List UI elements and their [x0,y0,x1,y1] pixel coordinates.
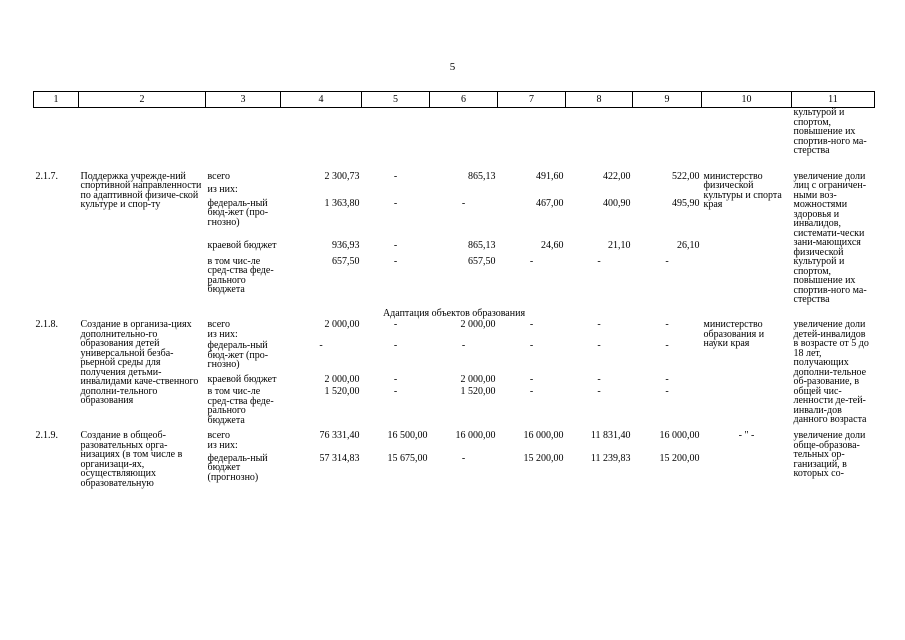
amount-cell: - [597,373,601,385]
amount-cell: 11 239,83 [590,452,631,464]
amount-cell: - [665,319,669,330]
amount-cell: - [597,319,601,330]
amount-cell: - [529,386,534,397]
amount-cell: 491,60 [536,170,564,182]
amount-cell: - [393,170,398,182]
amount-cell: - [665,255,669,267]
amount-cell: - [393,340,398,351]
amount-cell: - [393,255,398,267]
amount-cell: - [393,239,398,251]
funding-source: всего [207,319,231,330]
amount-cell: 657,50 [468,255,496,267]
amount-cell: 15 200,00 [659,452,700,464]
amount-cell: 16 000,00 [659,430,700,441]
amount-cell: - [461,197,466,209]
amount-cell: 2 000,00 [324,319,360,330]
column-header: 8 [566,92,633,108]
amount-cell: - [393,386,398,397]
column-header: 1 [34,92,79,108]
column-header: 10 [702,92,792,108]
amount-cell: 76 331,40 [319,430,360,441]
funding-source: в том чис-ле сред-ства феде-рального бюджета [207,386,274,426]
amount-cell: - [393,319,398,330]
amount-cell: 11 831,40 [590,430,631,441]
amount-cell: 57 314,83 [319,452,360,464]
amount-cell: - [393,197,398,209]
amount-cell: - [665,340,669,351]
activity-name: Создание в организа-циях дополнительно-го образования детей универсальной безба-рьерной среды для получения детьми-инвалидами каче-ственного дополни-тельного образования [80,319,199,406]
funding-source: федераль-ный бюджет (прогнозно) [207,452,268,483]
column-header: 6 [430,92,498,108]
result-cell: увеличение доли детей-инвалидов в возрасте от 5 до 18 лет, получающих дополни-тельное об-разование, в общей чис-ленности де-тей-инвали-дов данного возраста [793,319,869,425]
header-row [34,92,875,108]
amount-cell: 24,60 [541,239,564,251]
funding-source: из них: [207,328,238,340]
row-number: 2.1.9. [35,430,58,441]
amount-cell: 1 363,80 [324,197,360,209]
funding-source: из них: [207,440,238,452]
funding-source: всего [207,170,231,182]
table-row [34,320,875,330]
amount-cell: - [461,452,466,464]
amount-cell: 1 520,00 [460,386,496,397]
funding-source: федераль-ный бюд-жет (про-гнозно) [207,340,269,370]
amount-cell: 495,90 [672,197,700,209]
executor-cell: министерство физической культуры и спорта края [703,170,782,210]
amount-cell: 26,10 [677,239,700,251]
column-header: 3 [206,92,281,108]
amount-cell: - [597,386,601,397]
amount-cell: - [461,340,466,351]
amount-cell: 467,00 [536,197,564,209]
amount-cell: - [597,340,601,351]
row-number: 2.1.8. [35,319,58,330]
carryover-result-cell: культурой и спортом, повышение их спортив-ного ма-стерства [793,107,867,156]
table-row [34,166,875,185]
amount-cell: - [529,319,534,330]
page-number: 5 [449,61,456,73]
amount-cell: 2 300,73 [324,170,360,182]
amount-cell: - [529,373,534,385]
amount-cell: - [665,373,669,385]
amount-cell: 2 000,00 [324,373,360,385]
amount-cell: 657,50 [332,255,360,267]
amount-cell: 865,13 [468,170,496,182]
funding-source: федераль-ный бюд-жет (про-гнозно) [207,197,269,228]
amount-cell: 21,10 [608,239,631,251]
column-header: 4 [281,92,362,108]
funding-source: из них: [207,183,238,195]
amount-cell: 1 520,00 [324,386,360,397]
amount-cell: 865,13 [468,239,496,251]
column-header: 9 [633,92,702,108]
amount-cell: - [529,255,534,267]
carryover-row [34,108,875,166]
amount-cell: 400,90 [603,197,631,209]
section-row [34,305,875,321]
table-row [34,431,875,441]
amount-cell: 936,93 [332,239,360,251]
section-title: Адаптация объектов образования [382,307,526,319]
activity-name: Создание в общеоб-разовательных орга-низациях (в том числе в организаци-ях, осуществляющих образовательную [80,430,183,489]
amount-cell: 16 500,00 [387,430,428,441]
amount-cell: 2 000,00 [460,319,496,330]
amount-cell: - [597,255,601,267]
amount-cell: - [319,340,323,351]
column-header: 2 [79,92,206,108]
amount-cell: 15 675,00 [387,452,428,464]
executor-cell: - " - [738,430,755,441]
amount-cell: 522,00 [672,170,700,182]
funding-source: краевой бюджет [207,373,277,385]
activity-name: Поддержка учрежде-ний спортивной направленности по адаптивной физиче-ской культуре и спор-ту [80,170,202,210]
row-number: 2.1.7. [35,170,58,182]
amount-cell: - [665,386,669,397]
funding-source: краевой бюджет [207,239,277,251]
column-header: 5 [362,92,430,108]
funding-source: в том чис-ле сред-ства феде-рального бюджета [207,255,274,296]
executor-cell: министерство образования и науки края [703,319,765,349]
amount-cell: 16 000,00 [523,430,564,441]
program-table [33,91,875,488]
amount-cell: - [529,340,534,351]
result-cell: увеличение доли обще-образова-тельных ор-ганизаций, в которых со- [793,430,866,479]
result-cell: увеличение доли лиц с ограничен-ными воз-можностями здоровья и инвалидов, системати-чески зани-мающихся физической культурой и спортом, повышение их спортив-ного ма-стерства [793,170,867,305]
amount-cell: 16 000,00 [455,430,496,441]
funding-source: всего [207,430,231,441]
amount-cell: - [393,373,398,385]
amount-cell: 2 000,00 [460,373,496,385]
column-header: 7 [498,92,566,108]
amount-cell: 422,00 [603,170,631,182]
amount-cell: 15 200,00 [523,452,564,464]
column-header: 11 [792,92,875,108]
